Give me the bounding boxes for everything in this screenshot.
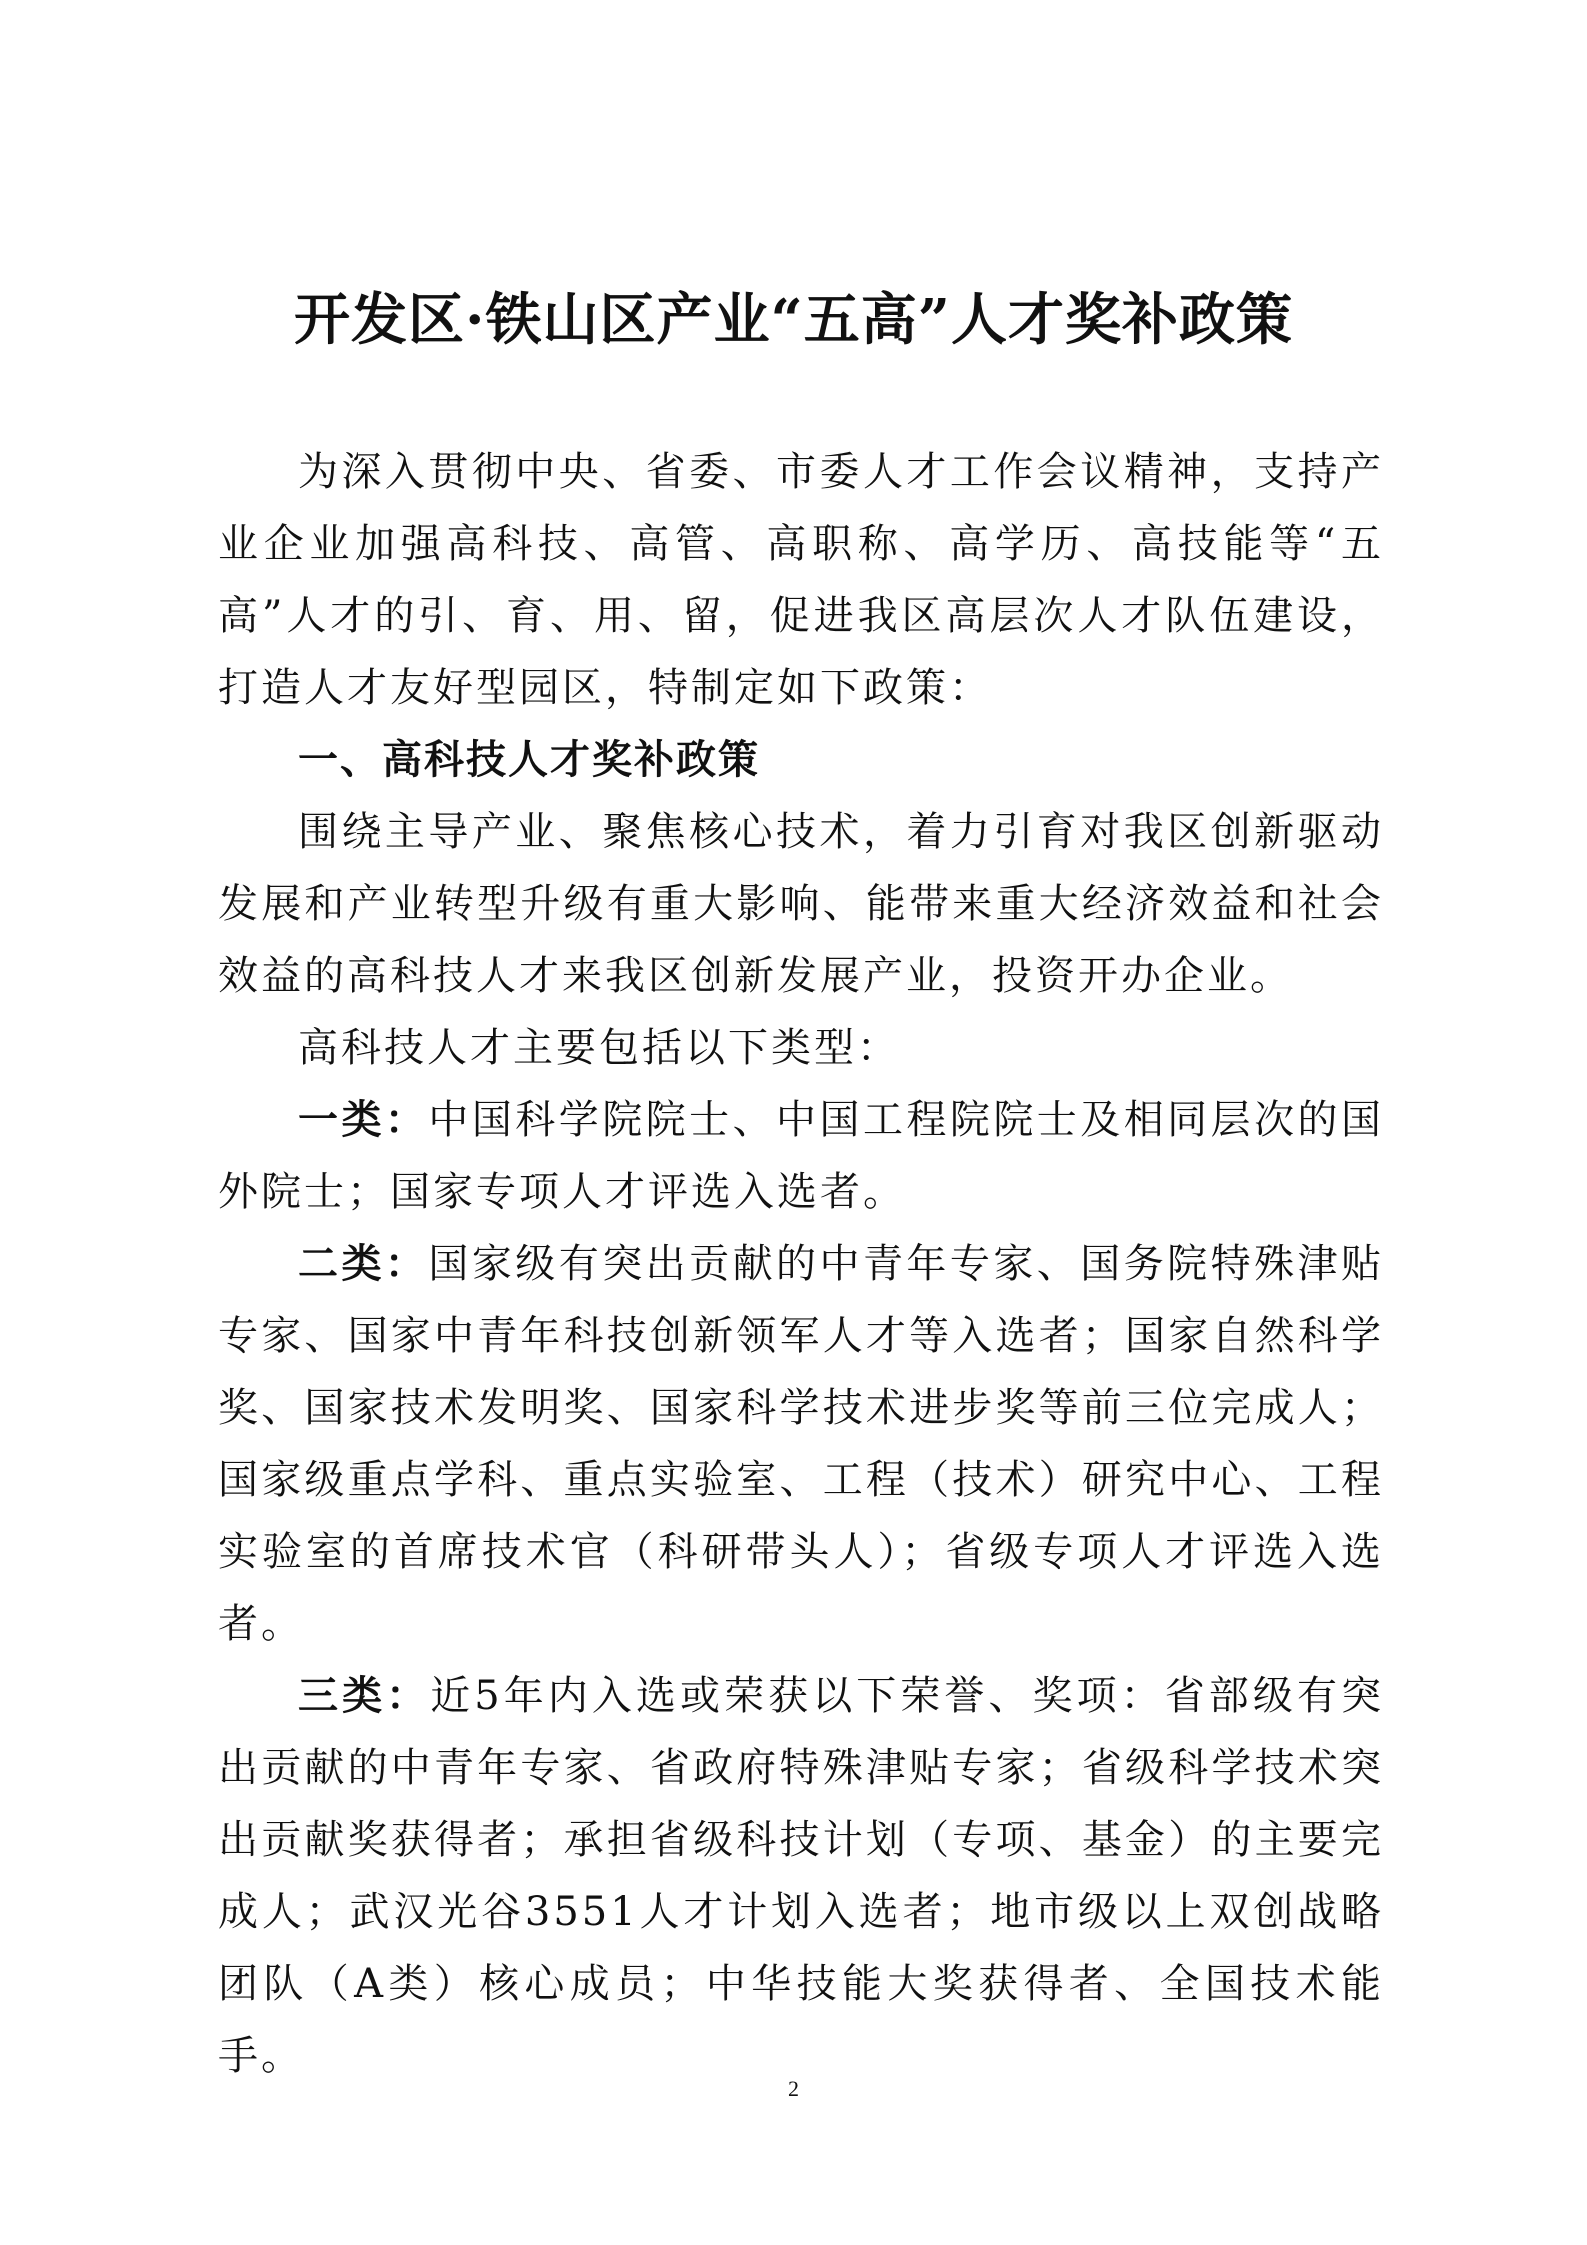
document-body <box>218 436 1384 2092</box>
category-text: 近5年内入选或荣获以下荣誉、奖项：省部级有突出贡献的中青年专家、省政府特殊津贴专家；省级科学技术突出贡献奖获得者；承担省级科技计划（专项、基金）的主要完成人；武汉光谷3551人才计划入选者；地市级以上双创战略团队（A类）核心成员；中华技能大奖获得者、全国技术能手。 <box>218 1673 1385 2079</box>
category-label: 三类： <box>298 1672 431 1719</box>
category-text: 国家级有突出贡献的中青年专家、国务院特殊津贴专家、国家中青年科技创新领军人才等入选者；国家自然科学奖、国家技术发明奖、国家科学技术进步奖等前三位完成人；国家级重点学科、重点实验室、工程（技术）研究中心、工程实验室的首席技术官（科研带头人）；省级专项人才评选入选者。 <box>218 1241 1384 1647</box>
category-label: 一类： <box>298 1096 429 1143</box>
category-paragraph-3 <box>218 1660 1384 2092</box>
page-number: 2 <box>788 2076 799 2101</box>
category-label: 二类： <box>298 1240 429 1287</box>
category-paragraph-1 <box>218 1084 1384 1228</box>
section-heading: 一、高科技人才奖补政策 <box>298 737 760 783</box>
category-text: 中国科学院院士、中国工程院院士及相同层次的国外院士；国家专项人才评选入选者。 <box>218 1097 1384 1215</box>
document-title: 开发区·铁山区产业“五高”人才奖补政策 <box>294 287 1293 353</box>
intro-paragraph: 为深入贯彻中央、省委、市委人才工作会议精神，支持产业企业加强高科技、高管、高职称、高学历、高技能等“五高”人才的引、育、用、留，促进我区高层次人才队伍建设，打造人才友好型园区，特制定如下政策： <box>218 449 1384 711</box>
category-paragraph-2 <box>218 1228 1384 1660</box>
types-intro-paragraph: 高科技人才主要包括以下类型： <box>298 1025 900 1071</box>
section-paragraph: 围绕主导产业、聚焦核心技术，着力引育对我区创新驱动发展和产业转型升级有重大影响、能带来重大经济效益和社会效益的高科技人才来我区创新发展产业，投资开办企业。 <box>218 809 1384 999</box>
